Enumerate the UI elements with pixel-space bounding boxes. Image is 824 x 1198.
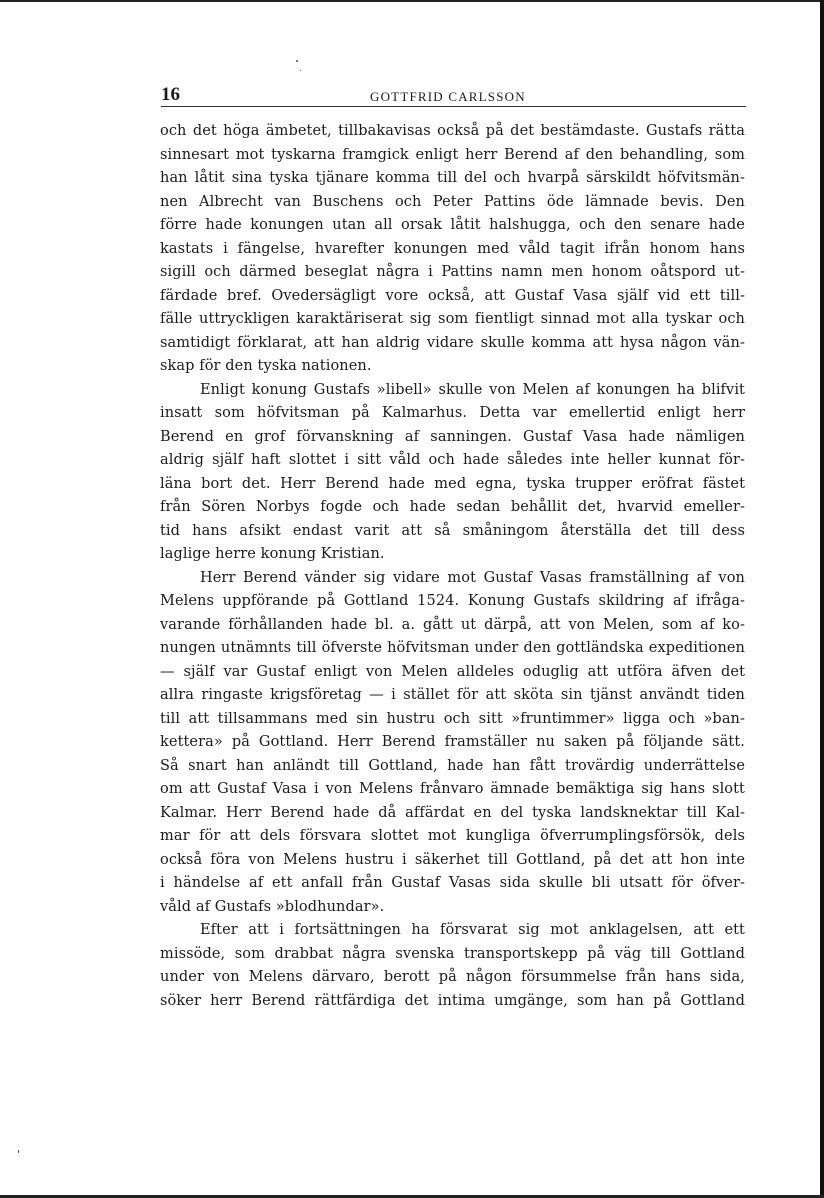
text-line: aldrig själf haft slottet i sitt våld och hade således inte heller kunnat för- <box>160 452 745 468</box>
text-line: färdade bref. Ovedersägligt vore också, att Gustaf Vasa själf vid ett till- <box>160 287 745 304</box>
paragraph <box>160 919 745 1013</box>
scan-edge-top <box>0 0 824 2</box>
scan-edge-right <box>820 0 824 1198</box>
text-line: läna bort det. Herr Berend hade med egna, tyska trupper eröfrat fästet <box>160 475 745 492</box>
text-line: — själf var Gustaf enligt von Melen alldeles oduglig att utföra äfven det <box>160 663 745 680</box>
text-line: Melens uppförande på Gottland 1524. Konung Gustafs skildring af ifråga- <box>160 593 745 609</box>
page-header <box>161 84 746 108</box>
text-line: kettera» på Gottland. Herr Berend framställer nu saken på följande sätt. <box>160 734 745 750</box>
text-line: Berend en grof förvanskning af sanningen. Gustaf Vasa hade nämligen <box>160 428 745 445</box>
scan-speck <box>18 1150 19 1153</box>
text-line: insatt som höfvitsman på Kalmarhus. Detta var emellertid enligt herr <box>160 405 745 421</box>
body-text <box>160 120 745 1013</box>
text-line: Kalmar. Herr Berend hade då affärdat en del tyska landsknektar till Kal- <box>160 804 745 821</box>
text-line: i händelse af ett anfall från Gustaf Vasas sida skulle bli utsatt för öfver- <box>160 875 745 891</box>
text-line: under von Melens därvaro, berott på någon försummelse från hans sida, <box>160 969 745 985</box>
text-line: Herr Berend vänder sig vidare mot Gustaf Vasas framställning af von <box>200 569 745 586</box>
text-line: mar för att dels försvara slottet mot kungliga öfverrumplingsförsök, dels <box>160 828 745 844</box>
header-rule <box>161 106 746 107</box>
text-line: nungen utnämnts till öfverste höfvitsman under den gottländska expeditionen <box>160 640 745 656</box>
text-line: Enligt konung Gustafs »libell» skulle von Melen af konungen ha blifvit <box>200 381 745 398</box>
text-line: nen Albrecht van Buschens och Peter Pattins öde lämnade bevis. Den <box>160 193 745 210</box>
text-line: missöde, som drabbat några svenska transportskepp på väg till Gottland <box>160 945 745 962</box>
text-line: till att tillsammans med sin hustru och sitt »fruntimmer» ligga och »ban- <box>160 710 745 727</box>
text-line: fälle uttryckligen karaktäriserat sig som fientligt sinnad mot alla tyskar och <box>160 311 745 327</box>
text-line: kastats i fängelse, hvarefter konungen med våld tagit ifrån honom hans <box>160 240 745 257</box>
text-line: samtidigt förklarat, att han aldrig vidare skulle komma att hysa någon vän- <box>160 334 745 351</box>
running-head: GOTTFRID CARLSSON <box>370 89 526 104</box>
text-line: allra ringaste krigsföretag — i stället för att sköta sin tjänst användt tiden <box>160 687 745 703</box>
text-line: också föra von Melens hustru i säkerhet till Gottland, på det att hon inte <box>160 851 745 868</box>
paragraph <box>160 379 745 567</box>
text-line: och det höga ämbetet, tillbakavisas också på det bestämdaste. Gustafs rätta <box>160 123 745 139</box>
text-line: han låtit sina tyska tjänare komma till del och hvarpå särskildt höfvitsmän- <box>160 170 745 186</box>
text-line: varande förhållanden hade bl. a. gått ut därpå, att von Melen, som af ko- <box>160 616 745 633</box>
paragraph <box>160 120 745 379</box>
text-line: våld af Gustafs »blodhundar». <box>160 898 385 915</box>
text-line: laglige herre konung Kristian. <box>160 546 385 562</box>
text-line: söker herr Berend rättfärdiga det intima umgänge, som han på Gottland <box>160 992 745 1009</box>
scan-speck <box>300 70 301 71</box>
text-line: tid hans afsikt endast varit att så småningom återställa det till dess <box>160 522 745 539</box>
text-line: Så snart han anländt till Gottland, hade han fått trovärdig underrättelse <box>160 757 745 774</box>
text-line: förre hade konungen utan all orsak låtit halshugga, och den senare hade <box>160 217 745 233</box>
text-line: sigill och därmed beseglat några i Pattins namn men honom oåtspord ut- <box>160 264 745 280</box>
text-line: Efter att i fortsättningen ha försvarat sig mot anklagelsen, att ett <box>200 922 745 938</box>
text-line: om att Gustaf Vasa i von Melens frånvaro ämnade bemäktiga sig hans slott <box>160 781 745 797</box>
scan-speck <box>296 60 298 62</box>
page-number: 16 <box>161 84 180 105</box>
text-line: från Sören Norbys fogde och hade sedan behållit det, hvarvid emeller- <box>160 499 745 515</box>
text-line: skap för den tyska nationen. <box>160 358 372 374</box>
paragraph <box>160 567 745 920</box>
text-line: sinnesart mot tyskarna framgick enligt herr Berend af den behandling, som <box>160 146 745 163</box>
